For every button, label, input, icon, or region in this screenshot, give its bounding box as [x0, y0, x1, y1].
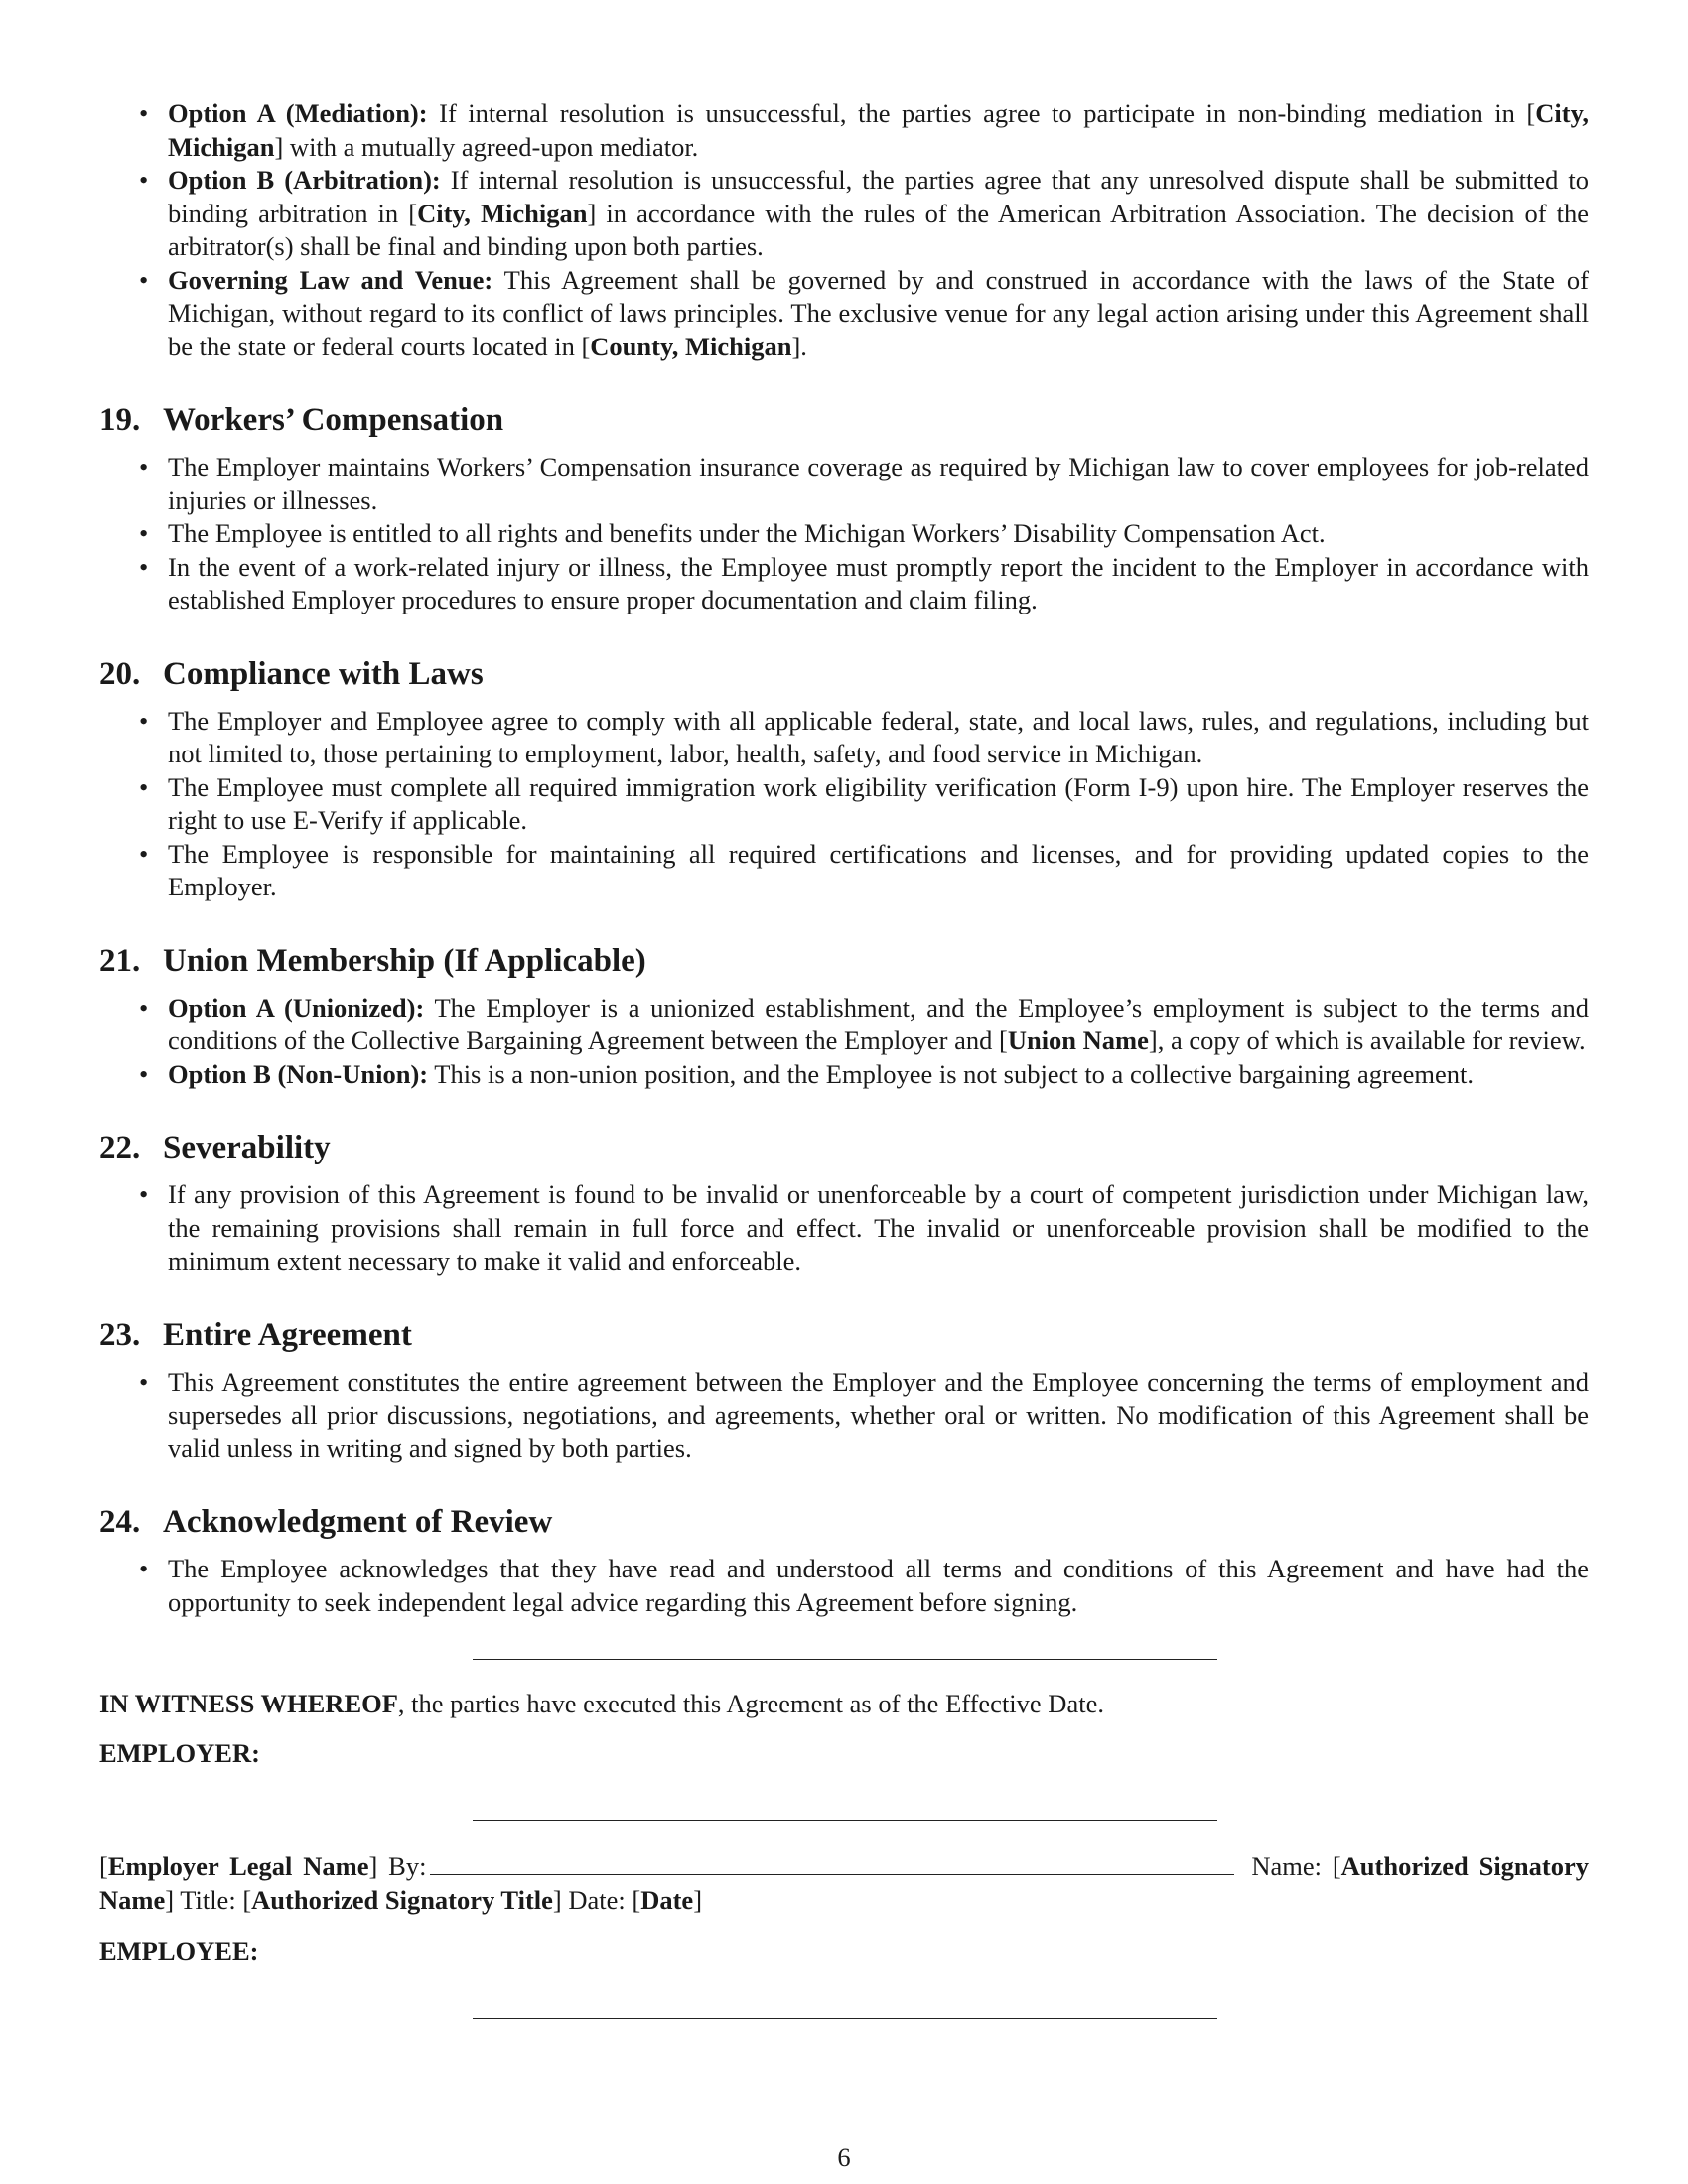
- signature-line[interactable]: [430, 1852, 1234, 1875]
- date-placeholder: Date: [640, 1884, 694, 1915]
- witness-bold: IN WITNESS WHEREOF: [99, 1689, 398, 1718]
- list-item: • If any provision of this Agreement is found to be invalid or unenforceable by a court of competent jurisdiction under Michigan law, the remaining provisions shall remain in full force and effect. The invalid or unenforceable provision shall be modified to the minimum extent necessary to make it valid and enforceable.: [99, 1178, 1589, 1279]
- list-item: • The Employee is entitled to all rights and benefits under the Michigan Workers’ Disability Compensation Act.: [99, 517, 1589, 551]
- text: If internal resolution is unsuccessful, the parties agree that any unresolved dispute shall be submitted to binding arbitration in [: [168, 165, 1589, 228]
- option-label: Governing Law and Venue:: [168, 264, 493, 295]
- text: This Agreement shall be governed by and construed in accordance with the laws of the State of Michigan, without regard to its conflict of laws principles. The exclusive venue for any legal action arising under this Agreement shall be the state or federal courts located in [: [168, 264, 1589, 361]
- placeholder: County, Michigan: [590, 331, 792, 361]
- list-item: [99, 264, 1589, 364]
- section-23: [99, 1315, 1589, 1466]
- employer-name-placeholder: Employer Legal Name: [107, 1851, 369, 1881]
- intro-list: [99, 97, 1589, 363]
- by-label: By:: [388, 1851, 427, 1881]
- section-heading: [99, 654, 1589, 694]
- section-title: Severability: [163, 1130, 331, 1165]
- placeholder: City, Michigan: [417, 198, 588, 228]
- section-number: 23.: [99, 1316, 141, 1353]
- section-title: Compliance with Laws: [163, 655, 484, 692]
- list-item: • The Employer maintains Workers’ Compensation insurance coverage as required by Michigan law to cover employees for job-related injuries or illnesses.: [99, 451, 1589, 517]
- employee-label: EMPLOYEE:: [99, 1936, 259, 1966]
- list-item: [99, 992, 1589, 1058]
- list-item: [99, 164, 1589, 264]
- section-number: 21.: [99, 942, 141, 979]
- list-item: [99, 97, 1589, 164]
- option-label: Option A (Mediation):: [168, 98, 428, 128]
- section-list: [99, 451, 1589, 617]
- option-label: Option A (Unionized):: [168, 992, 425, 1023]
- horizontal-rule: [473, 1659, 1217, 1660]
- text: ], a copy of which is available for review.: [1148, 1025, 1586, 1055]
- page-number: 6: [837, 2142, 851, 2172]
- section-list: [99, 1366, 1589, 1466]
- text: ] with a mutually agreed-upon mediator.: [274, 131, 699, 162]
- list-item: • The Employee must complete all required immigration work eligibility verification (Form I-9) upon hire. The Employer reserves the right to use E-Verify if applicable.: [99, 771, 1589, 838]
- option-label: Option B (Arbitration):: [168, 165, 441, 195]
- section-heading: [99, 1502, 1589, 1542]
- list-item: [99, 1058, 1589, 1092]
- section-number: 24.: [99, 1504, 141, 1540]
- section-number: 22.: [99, 1130, 141, 1165]
- section-list: [99, 1553, 1589, 1619]
- section-title: Union Membership (If Applicable): [163, 942, 646, 979]
- section-list: [99, 705, 1589, 904]
- signatory-title-placeholder: Authorized Signatory Title: [251, 1884, 553, 1915]
- section-22: [99, 1128, 1589, 1279]
- option-label: Option B (Non-Union):: [168, 1058, 429, 1089]
- section-heading: [99, 941, 1589, 981]
- section-heading: [99, 1128, 1589, 1167]
- section-20: [99, 654, 1589, 904]
- section-19: [99, 400, 1589, 617]
- list-item: • The Employee acknowledges that they have read and understood all terms and conditions of this Agreement and have had the opportunity to seek independent legal advice regarding this Agreement before signing.: [99, 1553, 1589, 1619]
- document-page: [99, 97, 1589, 2019]
- text: This is a non-union position, and the Employee is not subject to a collective bargaining agreement.: [428, 1058, 1475, 1089]
- section-21: [99, 941, 1589, 1092]
- employer-label: EMPLOYER:: [99, 1737, 260, 1768]
- placeholder: Union Name: [1007, 1025, 1149, 1055]
- horizontal-rule: [473, 2018, 1217, 2019]
- section-list: [99, 1178, 1589, 1279]
- text: ] in accordance with the rules of the American Arbitration Association. The decision of the arbitrator(s) shall be final and binding upon both parties.: [168, 198, 1589, 261]
- text: ].: [791, 331, 807, 361]
- list-item: • In the event of a work-related injury or illness, the Employee must promptly report the incident to the Employer in accordance with established Employer procedures to ensure proper documentation and claim filing.: [99, 551, 1589, 617]
- section-heading: [99, 400, 1589, 440]
- date-label: Date:: [568, 1884, 626, 1915]
- section-title: Acknowledgment of Review: [163, 1504, 553, 1540]
- name-label: Name:: [1251, 1851, 1322, 1881]
- list-item: • The Employee is responsible for maintaining all required certifications and licenses, and for providing updated copies to the Employer.: [99, 838, 1589, 904]
- text: The Employer is a unionized establishment, and the Employee’s employment is subject to the terms and conditions of the Collective Bargaining Agreement between the Employer and [: [168, 992, 1589, 1055]
- section-heading: [99, 1315, 1589, 1355]
- section-list: [99, 992, 1589, 1092]
- section-title: Entire Agreement: [163, 1316, 412, 1353]
- list-item: • This Agreement constitutes the entire agreement between the Employer and the Employee concerning the terms of employment and supersedes all prior discussions, negotiations, and agreements, whether oral or written. No modification of this Agreement shall be valid unless in writing and signed by both parties.: [99, 1366, 1589, 1466]
- witness-text: , the parties have executed this Agreement as of the Effective Date.: [397, 1689, 1104, 1718]
- witness-statement: [99, 1688, 1589, 1721]
- title-label: Title:: [180, 1884, 236, 1915]
- section-title: Workers’ Compensation: [163, 402, 504, 438]
- list-item: • The Employer and Employee agree to comply with all applicable federal, state, and local laws, rules, and regulations, including but not limited to, those pertaining to employment, labor, health, safety, and food service in Michigan.: [99, 705, 1589, 771]
- employer-signature-block: [Employer Legal Name] By: Name: [Authorized Signatory Name] Title: [Authorized Signatory Title] Date: [Date]: [99, 1851, 1589, 1915]
- section-number: 19.: [99, 402, 141, 438]
- placeholder: City, Michigan: [168, 98, 1590, 162]
- section-24: [99, 1502, 1589, 1619]
- section-number: 20.: [99, 655, 141, 692]
- signatory-name-placeholder: Authorized Signatory Name: [99, 1851, 1589, 1915]
- horizontal-rule: [473, 1820, 1217, 1821]
- text: If internal resolution is unsuccessful, the parties agree to participate in non-binding mediation in [: [427, 98, 1536, 128]
